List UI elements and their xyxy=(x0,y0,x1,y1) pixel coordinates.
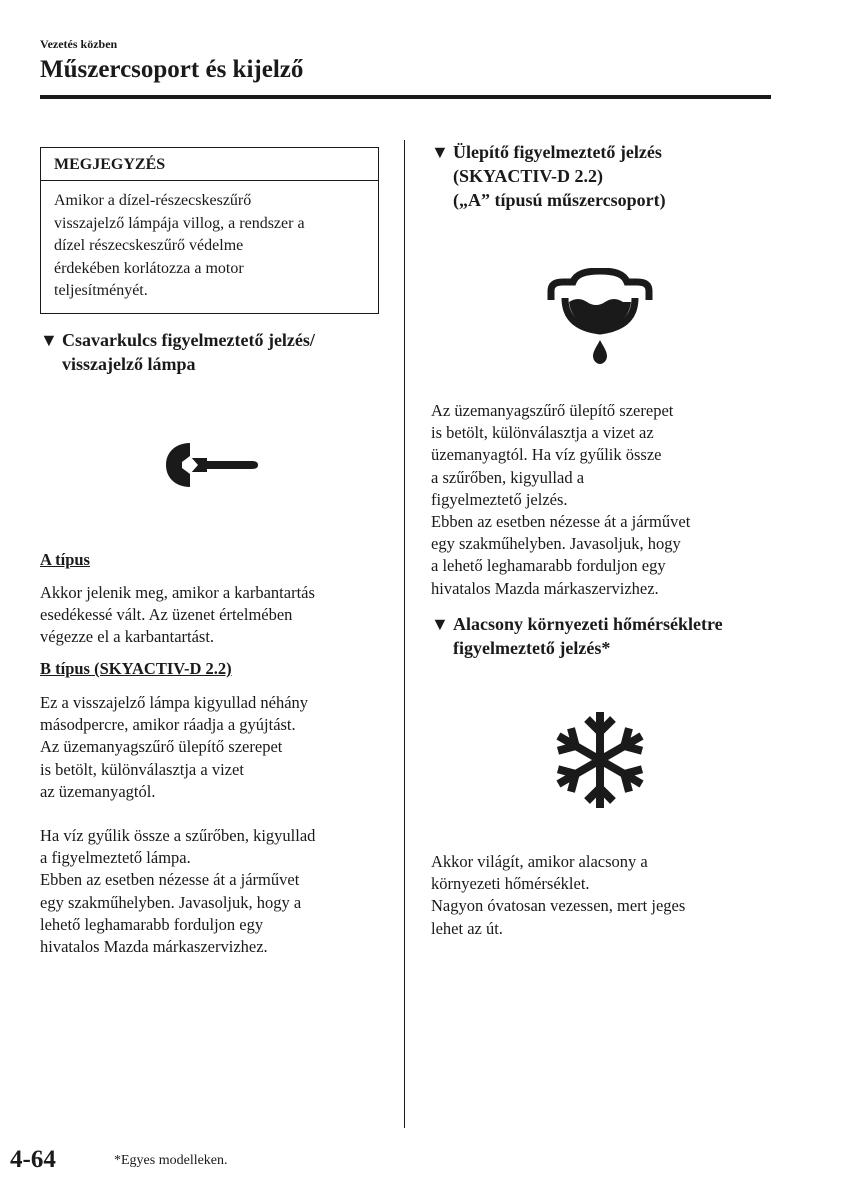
text-line: a figyelmeztető lámpa. xyxy=(40,848,191,868)
text-line: környezeti hőmérséklet. xyxy=(431,874,590,894)
note-box xyxy=(40,147,379,314)
page-number: 4-64 xyxy=(10,1146,56,1173)
heading-line: (SKYACTIV-D 2.2) xyxy=(453,166,604,186)
text-line: Az üzemanyagszűrő ülepítő szerepet xyxy=(431,401,674,420)
text-line: is betölt, különválasztja a vizet az xyxy=(431,423,654,443)
type-b-title: B típus (SKYACTIV-D 2.2) xyxy=(40,659,232,678)
title-rule xyxy=(40,95,771,99)
type-a-title: A típus xyxy=(40,550,90,569)
heading-line: visszajelző lámpa xyxy=(62,354,196,374)
text-line: Az üzemanyagszűrő ülepítő szerepet xyxy=(40,737,283,757)
note-line: teljesítményét. xyxy=(54,282,148,299)
text-line: is betölt, különválasztja a vizet xyxy=(40,759,244,779)
text-line: másodpercre, amikor ráadja a gyújtást. xyxy=(40,715,296,735)
note-heading: MEGJEGYZÉS xyxy=(41,148,378,181)
text-line: Ha víz gyűlik össze a szűrőben, kigyullad xyxy=(40,826,316,845)
text-line: a lehető leghamarabb forduljon egy xyxy=(431,556,666,576)
sediment-section-heading xyxy=(431,140,666,212)
section-marker: ▼ xyxy=(431,614,449,634)
text-line: egy szakműhelyben. Javasoljuk, hogy xyxy=(431,534,681,554)
text-line: Akkor világít, amikor alacsony a xyxy=(431,852,648,871)
fuel-filter-water-icon xyxy=(545,268,655,366)
text-line: Nagyon óvatosan vezessen, mert jeges xyxy=(431,896,686,916)
page-title: Műszercsoport és kijelző xyxy=(40,56,304,83)
text-line: Ebben az esetben nézesse át a járművet xyxy=(431,512,691,532)
text-line: végezze el a karbantartást. xyxy=(40,627,215,647)
low-temp-text xyxy=(431,851,685,940)
type-b-text-2 xyxy=(40,825,315,958)
type-b-text-1 xyxy=(40,692,308,803)
type-a-text xyxy=(40,582,315,649)
wrench-section-heading xyxy=(40,328,315,376)
text-line: Akkor jelenik meg, amikor a karbantartás xyxy=(40,583,315,602)
text-line: lehet az út. xyxy=(431,918,503,938)
text-line: a szűrőben, kigyullad a xyxy=(431,467,585,487)
section-marker: ▼ xyxy=(431,142,449,162)
note-line: érdekében korlátozza a motor xyxy=(54,259,244,277)
text-line: esedékessé vált. Az üzenet értelmében xyxy=(40,605,293,625)
text-line: Ez a visszajelző lámpa kigyullad néhány xyxy=(40,693,309,712)
text-line: figyelmeztető jelzés. xyxy=(431,489,568,509)
text-line: az üzemanyagtól. xyxy=(40,781,156,801)
heading-line: („A” típusú műszercsoport) xyxy=(453,190,666,210)
snowflake-icon xyxy=(546,708,654,812)
column-divider xyxy=(404,140,405,1128)
footnote: *Egyes modelleken. xyxy=(114,1153,228,1168)
note-line: dízel részecskeszűrő védelme xyxy=(54,237,244,254)
note-line: Amikor a dízel-részecskeszűrő xyxy=(54,192,252,209)
section-label: Vezetés közben xyxy=(40,37,118,51)
note-body xyxy=(41,181,378,303)
text-line: lehető leghamarabb forduljon egy xyxy=(40,914,264,934)
section-marker: ▼ xyxy=(40,330,58,350)
heading-line: Ülepítő figyelmeztető jelzés xyxy=(453,142,662,162)
text-line: egy szakműhelyben. Javasoljuk, hogy a xyxy=(40,892,302,912)
heading-line: figyelmeztető jelzés* xyxy=(453,638,611,658)
text-line: Ebben az esetben nézesse át a járművet xyxy=(40,870,300,890)
note-line: visszajelző lámpája villog, a rendszer a xyxy=(54,214,305,232)
sediment-text xyxy=(431,400,690,600)
heading-line: Csavarkulcs figyelmeztető jelzés/ xyxy=(62,330,315,350)
text-line: üzemanyagtól. Ha víz gyűlik össze xyxy=(431,445,662,465)
text-line: hivatalos Mazda márkaszervizhez. xyxy=(40,937,268,957)
low-temp-section-heading xyxy=(431,612,723,660)
heading-line: Alacsony környezeti hőmérsékletre xyxy=(453,614,723,634)
wrench-icon xyxy=(160,438,260,492)
text-line: hivatalos Mazda márkaszervizhez. xyxy=(431,578,659,598)
